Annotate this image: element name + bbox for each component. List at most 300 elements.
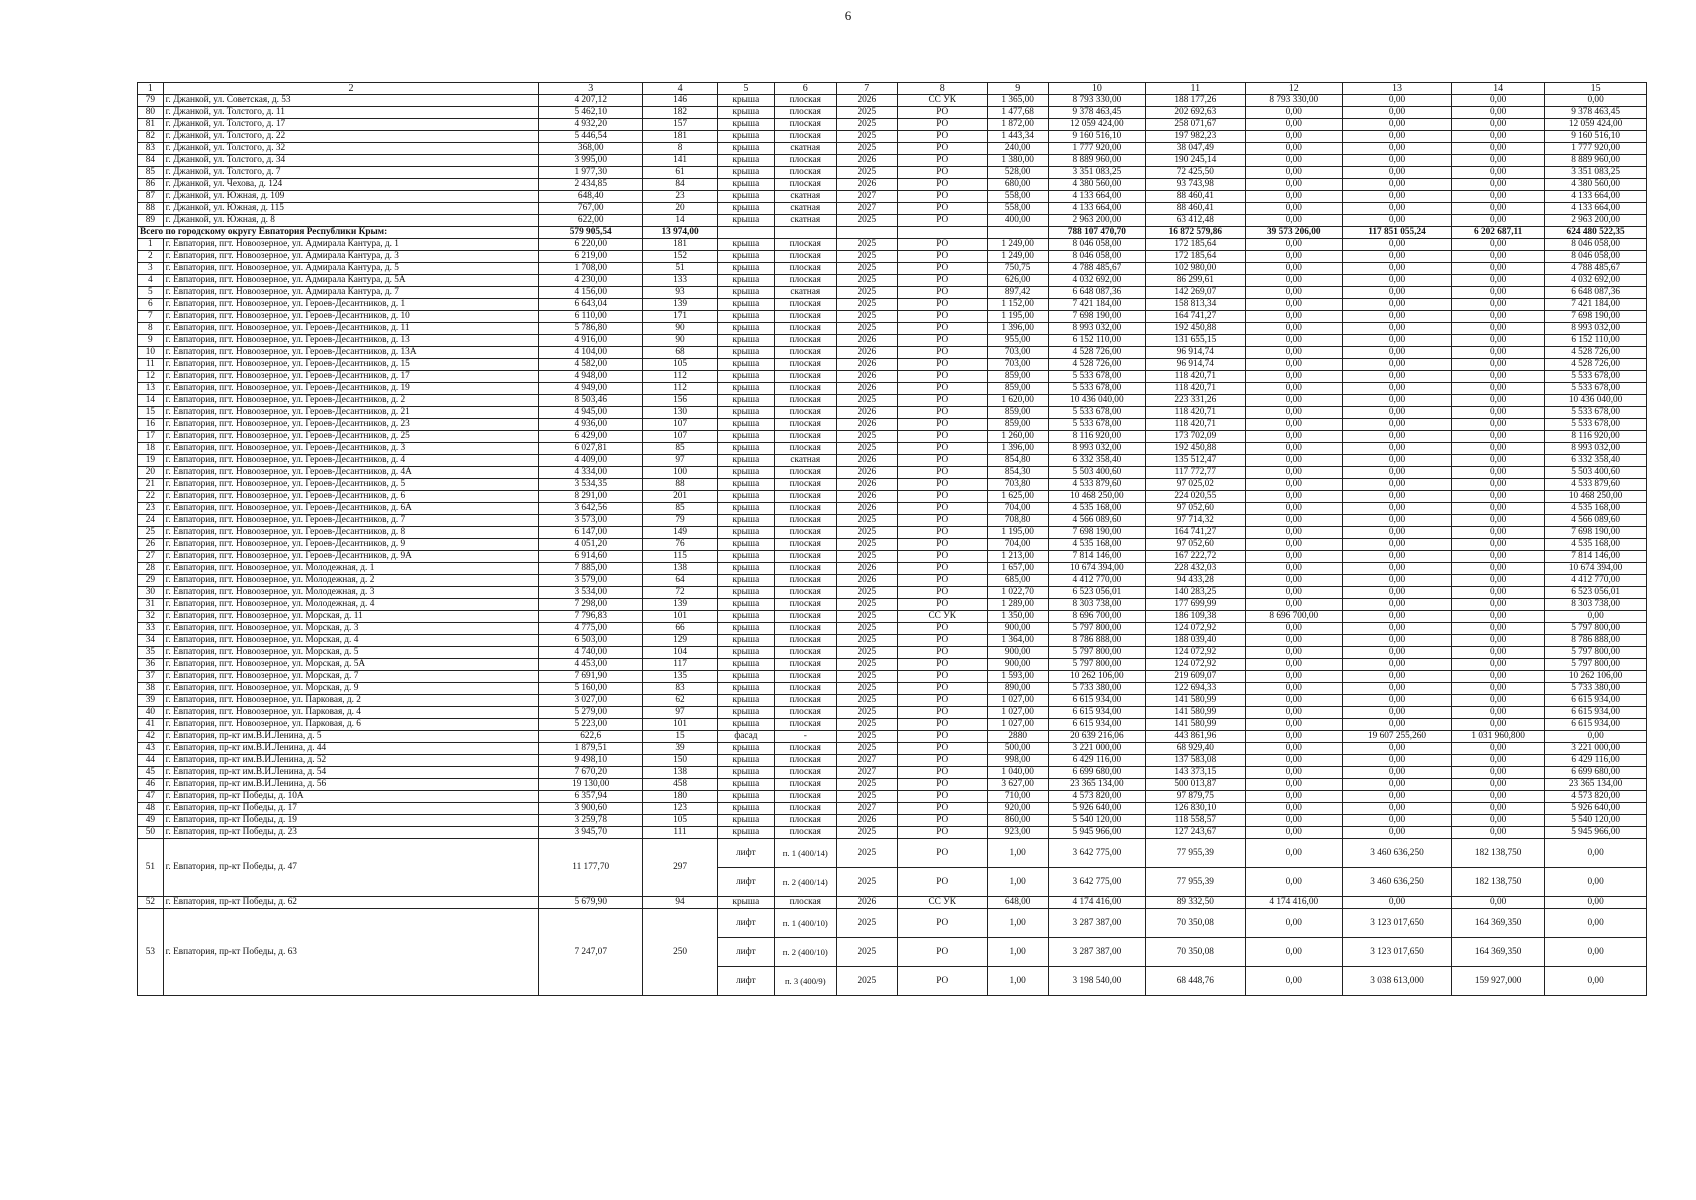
table-cell: скатная bbox=[774, 215, 836, 227]
table-cell: 2025 bbox=[836, 719, 897, 731]
table-cell: г. Евпатория, пр-кт им.В.И.Ленина, д. 5 bbox=[163, 731, 539, 743]
table-cell: РО bbox=[897, 938, 987, 967]
table-cell: 4 528 726,00 bbox=[1048, 359, 1145, 371]
table-cell: 0,00 bbox=[1342, 251, 1451, 263]
table-cell: 2026 bbox=[836, 347, 897, 359]
table-cell: 157 bbox=[643, 119, 718, 131]
table-cell: 0,00 bbox=[1342, 683, 1451, 695]
table-cell: плоская bbox=[774, 755, 836, 767]
table-cell: 0,00 bbox=[1245, 909, 1342, 938]
table-cell: 6 615 934,00 bbox=[1048, 707, 1145, 719]
table-cell: плоская bbox=[774, 575, 836, 587]
table-cell: 131 655,15 bbox=[1146, 335, 1246, 347]
table-cell: РО bbox=[897, 251, 987, 263]
table-cell: 3 534,00 bbox=[539, 587, 643, 599]
table-cell: 31 bbox=[138, 599, 164, 611]
table-cell: 0,00 bbox=[1245, 599, 1342, 611]
table-cell: 97 025,02 bbox=[1146, 479, 1246, 491]
table-cell: 0,00 bbox=[1342, 897, 1451, 909]
table-cell: г. Евпатория, пгт. Новоозерное, ул. Героев-Десантников, д. 13 bbox=[163, 335, 539, 347]
column-header: 2 bbox=[163, 83, 539, 95]
table-cell: плоская bbox=[774, 719, 836, 731]
table-cell: 2 bbox=[138, 251, 164, 263]
table-cell: 4 948,00 bbox=[539, 371, 643, 383]
table-cell: 5 533 678,00 bbox=[1545, 407, 1647, 419]
table-cell: 6 643,04 bbox=[539, 299, 643, 311]
table-cell: 164 741,27 bbox=[1146, 527, 1246, 539]
table-cell: г. Евпатория, пр-кт им.В.И.Ленина, д. 54 bbox=[163, 767, 539, 779]
table-cell: крыша bbox=[718, 683, 775, 695]
table-cell: 0,00 bbox=[1245, 443, 1342, 455]
table-cell: 0,00 bbox=[1342, 179, 1451, 191]
table-cell: 46 bbox=[138, 779, 164, 791]
table-cell: 34 bbox=[138, 635, 164, 647]
table-cell: крыша bbox=[718, 575, 775, 587]
table-cell: 0,00 bbox=[1342, 791, 1451, 803]
table-row bbox=[138, 335, 1647, 347]
table-cell: 2880 bbox=[987, 731, 1048, 743]
table-cell: лифт bbox=[718, 909, 775, 938]
table-cell: 0,00 bbox=[1452, 215, 1545, 227]
table-cell: 0,00 bbox=[1342, 647, 1451, 659]
table-cell: 920,00 bbox=[987, 803, 1048, 815]
table-cell: 6 914,60 bbox=[539, 551, 643, 563]
table-cell: крыша bbox=[718, 119, 775, 131]
table-cell: 38 047,49 bbox=[1146, 143, 1246, 155]
table-cell: плоская bbox=[774, 395, 836, 407]
table-cell: скатная bbox=[774, 191, 836, 203]
table-cell: лифт bbox=[718, 938, 775, 967]
table-cell: крыша bbox=[718, 407, 775, 419]
column-header: 13 bbox=[1342, 83, 1451, 95]
table-cell: 2025 bbox=[836, 743, 897, 755]
table-cell: 1 022,70 bbox=[987, 587, 1048, 599]
table-cell: 6 648 087,36 bbox=[1545, 287, 1647, 299]
table-cell: 3 bbox=[138, 263, 164, 275]
table-cell: г. Евпатория, пгт. Новоозерное, ул. Морская, д. 11 bbox=[163, 611, 539, 623]
table-cell: - bbox=[774, 731, 836, 743]
table-cell: плоская bbox=[774, 611, 836, 623]
table-cell: 188 177,26 bbox=[1146, 95, 1246, 107]
column-header: 12 bbox=[1245, 83, 1342, 95]
table-cell: 2026 bbox=[836, 897, 897, 909]
table-cell: крыша bbox=[718, 215, 775, 227]
table-cell: 8 303 738,00 bbox=[1545, 599, 1647, 611]
table-row bbox=[138, 119, 1647, 131]
table-cell: г. Евпатория, пгт. Новоозерное, ул. Героев-Десантников, д. 15 bbox=[163, 359, 539, 371]
table-cell: 0,00 bbox=[1452, 515, 1545, 527]
table-cell: 4 409,00 bbox=[539, 455, 643, 467]
table-cell: 4 133 664,00 bbox=[1545, 203, 1647, 215]
table-cell: 5 926 640,00 bbox=[1048, 803, 1145, 815]
table-cell: РО bbox=[897, 107, 987, 119]
table-cell: 141 580,99 bbox=[1146, 707, 1246, 719]
table-cell: 5 bbox=[138, 287, 164, 299]
table-row bbox=[138, 371, 1647, 383]
table-cell: 12 bbox=[138, 371, 164, 383]
table-cell: г. Евпатория, пгт. Новоозерное, ул. Героев-Десантников, д. 5 bbox=[163, 479, 539, 491]
table-cell: 5 733 380,00 bbox=[1545, 683, 1647, 695]
table-cell: 93 743,98 bbox=[1146, 179, 1246, 191]
table-cell: 2025 bbox=[836, 239, 897, 251]
table-cell: плоская bbox=[774, 635, 836, 647]
table-cell: СС УК bbox=[897, 611, 987, 623]
table-cell: 1 152,00 bbox=[987, 299, 1048, 311]
table-cell: 3 460 636,250 bbox=[1342, 868, 1451, 897]
table-row bbox=[138, 275, 1647, 287]
table-cell: 854,80 bbox=[987, 455, 1048, 467]
table-cell: 61 bbox=[643, 167, 718, 179]
table-cell: 2025 bbox=[836, 215, 897, 227]
table-cell: 0,00 bbox=[1245, 868, 1342, 897]
table-cell: 102 980,00 bbox=[1146, 263, 1246, 275]
table-cell: 0,00 bbox=[1342, 467, 1451, 479]
table-cell: 0,00 bbox=[1342, 215, 1451, 227]
table-cell: крыша bbox=[718, 299, 775, 311]
table-cell: 5 462,10 bbox=[539, 107, 643, 119]
table-cell: 188 039,40 bbox=[1146, 635, 1246, 647]
table-cell: 186 109,38 bbox=[1146, 611, 1246, 623]
table-cell: г. Евпатория, пгт. Новоозерное, ул. Героев-Десантников, д. 8 bbox=[163, 527, 539, 539]
table-cell: 5 533 678,00 bbox=[1545, 419, 1647, 431]
table-row bbox=[138, 347, 1647, 359]
table-cell: 0,00 bbox=[1245, 371, 1342, 383]
table-cell: 112 bbox=[643, 383, 718, 395]
table-cell: 0,00 bbox=[1452, 131, 1545, 143]
table-row bbox=[138, 191, 1647, 203]
table-cell: 2026 bbox=[836, 179, 897, 191]
table-cell: РО bbox=[897, 527, 987, 539]
table-cell: 0,00 bbox=[1452, 767, 1545, 779]
table-cell: 5 797 800,00 bbox=[1545, 659, 1647, 671]
table-cell: 123 bbox=[643, 803, 718, 815]
table-cell: 6 615 934,00 bbox=[1545, 695, 1647, 707]
table-cell: 0,00 bbox=[1452, 467, 1545, 479]
table-row bbox=[138, 743, 1647, 755]
table-cell: 6 332 358,40 bbox=[1545, 455, 1647, 467]
table-cell: 0,00 bbox=[1245, 491, 1342, 503]
table-cell: 0,00 bbox=[1342, 695, 1451, 707]
table-cell: 88 bbox=[138, 203, 164, 215]
table-cell: 0,00 bbox=[1245, 467, 1342, 479]
table-cell: 4 533 879,60 bbox=[1545, 479, 1647, 491]
table-cell: 82 bbox=[138, 131, 164, 143]
table-cell: 0,00 bbox=[1545, 611, 1647, 623]
table-cell: 0,00 bbox=[1452, 251, 1545, 263]
table-row bbox=[138, 383, 1647, 395]
table-cell: 0,00 bbox=[1342, 611, 1451, 623]
table-cell: 6 bbox=[138, 299, 164, 311]
table-cell: 2025 bbox=[836, 107, 897, 119]
table-cell: 680,00 bbox=[987, 179, 1048, 191]
table-cell: 0,00 bbox=[1452, 647, 1545, 659]
table-cell: крыша bbox=[718, 503, 775, 515]
table-cell: РО bbox=[897, 755, 987, 767]
table-cell: 3 945,70 bbox=[539, 827, 643, 839]
table-cell: крыша bbox=[718, 131, 775, 143]
table-cell: плоская bbox=[774, 383, 836, 395]
table-cell: 1 249,00 bbox=[987, 251, 1048, 263]
table-cell: 2026 bbox=[836, 371, 897, 383]
table-cell: 0,00 bbox=[1342, 707, 1451, 719]
table-cell: 0,00 bbox=[1245, 695, 1342, 707]
table-cell: 118 420,71 bbox=[1146, 371, 1246, 383]
table-cell: 1 380,00 bbox=[987, 155, 1048, 167]
table-cell: 3 259,78 bbox=[539, 815, 643, 827]
table-row bbox=[138, 491, 1647, 503]
table-cell: 0,00 bbox=[1245, 359, 1342, 371]
capital-repair-table bbox=[137, 82, 1647, 996]
table-cell: 4 528 726,00 bbox=[1545, 347, 1647, 359]
table-cell: 2027 bbox=[836, 767, 897, 779]
table-cell: 2026 bbox=[836, 479, 897, 491]
table-cell: РО bbox=[897, 743, 987, 755]
table-cell: 5 679,90 bbox=[539, 897, 643, 909]
table-cell: плоская bbox=[774, 239, 836, 251]
table-cell: 52 bbox=[138, 897, 164, 909]
table-cell: 8 993 032,00 bbox=[1048, 323, 1145, 335]
table-row bbox=[138, 419, 1647, 431]
table-cell: г. Джанкой, ул. Южная, д. 115 bbox=[163, 203, 539, 215]
table-cell: 0,00 bbox=[1245, 179, 1342, 191]
table-cell: 2025 bbox=[836, 659, 897, 671]
table-cell: 182 bbox=[643, 107, 718, 119]
table-cell: 112 bbox=[643, 371, 718, 383]
table-cell: 8 116 920,00 bbox=[1545, 431, 1647, 443]
table-cell: 626,00 bbox=[987, 275, 1048, 287]
table-cell: РО bbox=[897, 779, 987, 791]
table-cell: 10 674 394,00 bbox=[1048, 563, 1145, 575]
table-cell: крыша bbox=[718, 455, 775, 467]
table-cell: РО bbox=[897, 383, 987, 395]
table-cell: 97 714,32 bbox=[1146, 515, 1246, 527]
table-cell: п. 2 (400/14) bbox=[774, 868, 836, 897]
table-cell: 0,00 bbox=[1245, 167, 1342, 179]
table-cell: 124 072,92 bbox=[1146, 647, 1246, 659]
table-cell: 2027 bbox=[836, 803, 897, 815]
table-cell: 8 116 920,00 bbox=[1048, 431, 1145, 443]
table-cell: 0,00 bbox=[1452, 527, 1545, 539]
table-cell: РО bbox=[897, 731, 987, 743]
table-cell: 28 bbox=[138, 563, 164, 575]
table-cell: плоская bbox=[774, 707, 836, 719]
table-cell: 19 607 255,260 bbox=[1342, 731, 1451, 743]
table-row bbox=[138, 897, 1647, 909]
table-cell: 3 198 540,00 bbox=[1048, 967, 1145, 996]
table-cell: крыша bbox=[718, 623, 775, 635]
table-cell: 27 bbox=[138, 551, 164, 563]
table-cell: 0,00 bbox=[1245, 155, 1342, 167]
table-cell: 0,00 bbox=[1245, 731, 1342, 743]
table-cell: 2025 bbox=[836, 868, 897, 897]
table-cell: крыша bbox=[718, 815, 775, 827]
table-cell: 6 152 110,00 bbox=[1545, 335, 1647, 347]
table-cell: РО bbox=[897, 659, 987, 671]
table-cell: 854,30 bbox=[987, 467, 1048, 479]
table-cell: крыша bbox=[718, 527, 775, 539]
table-cell: 8 291,00 bbox=[539, 491, 643, 503]
table-header-row bbox=[138, 83, 1647, 95]
table-cell: 0,00 bbox=[1342, 527, 1451, 539]
table-cell: 104 bbox=[643, 647, 718, 659]
table-cell: 39 bbox=[643, 743, 718, 755]
table-cell: 0,00 bbox=[1245, 455, 1342, 467]
table-row bbox=[138, 587, 1647, 599]
table-cell: г. Джанкой, ул. Толстого, д. 7 bbox=[163, 167, 539, 179]
table-cell: плоская bbox=[774, 347, 836, 359]
table-cell: 4 bbox=[138, 275, 164, 287]
table-cell: РО bbox=[897, 143, 987, 155]
table-cell: 0,00 bbox=[1245, 515, 1342, 527]
table-cell: 3 123 017,650 bbox=[1342, 938, 1451, 967]
table-cell: 2025 bbox=[836, 827, 897, 839]
table-cell: 2026 bbox=[836, 95, 897, 107]
table-cell: 146 bbox=[643, 95, 718, 107]
table-cell: 6 219,00 bbox=[539, 251, 643, 263]
table-cell: РО bbox=[897, 395, 987, 407]
table-cell: 5 279,00 bbox=[539, 707, 643, 719]
table-cell: 89 bbox=[138, 215, 164, 227]
table-cell: 3 287 387,00 bbox=[1048, 909, 1145, 938]
table-cell: 6 503,00 bbox=[539, 635, 643, 647]
table-cell: крыша bbox=[718, 107, 775, 119]
table-cell: 0,00 bbox=[1342, 131, 1451, 143]
table-cell: 1 777 920,00 bbox=[1048, 143, 1145, 155]
table-cell: 0,00 bbox=[1342, 371, 1451, 383]
table-cell: 76 bbox=[643, 539, 718, 551]
table-cell: 40 bbox=[138, 707, 164, 719]
table-cell: 703,00 bbox=[987, 359, 1048, 371]
table-cell: 0,00 bbox=[1245, 215, 1342, 227]
table-cell: 8 993 032,00 bbox=[1545, 443, 1647, 455]
table-cell: 0,00 bbox=[1245, 563, 1342, 575]
table-cell: 2025 bbox=[836, 431, 897, 443]
table-cell: 93 bbox=[643, 287, 718, 299]
table-cell: 5 533 678,00 bbox=[1048, 371, 1145, 383]
table-cell: 8 889 960,00 bbox=[1545, 155, 1647, 167]
table-cell: г. Евпатория, пгт. Новоозерное, ул. Героев-Десантников, д. 17 bbox=[163, 371, 539, 383]
table-cell: г. Джанкой, ул. Чехова, д. 124 bbox=[163, 179, 539, 191]
table-cell: п. 1 (400/14) bbox=[774, 839, 836, 868]
column-header: 11 bbox=[1146, 83, 1246, 95]
table-cell: 0,00 bbox=[1342, 191, 1451, 203]
table-cell: 173 702,09 bbox=[1146, 431, 1246, 443]
page-number: 6 bbox=[844, 8, 852, 23]
table-cell: 0,00 bbox=[1245, 719, 1342, 731]
table-cell: РО bbox=[897, 431, 987, 443]
table-cell: 10 436 040,00 bbox=[1545, 395, 1647, 407]
table-cell: 48 bbox=[138, 803, 164, 815]
table-cell: РО bbox=[897, 335, 987, 347]
table-cell: 7 698 190,00 bbox=[1545, 311, 1647, 323]
table-cell: 94 bbox=[643, 897, 718, 909]
table-cell: крыша bbox=[718, 897, 775, 909]
table-cell: 788 107 470,70 bbox=[1048, 227, 1145, 239]
table-cell: 1 593,00 bbox=[987, 671, 1048, 683]
table-cell: 4 582,00 bbox=[539, 359, 643, 371]
table-cell: 47 bbox=[138, 791, 164, 803]
table-cell: 2025 bbox=[836, 443, 897, 455]
table-cell: 33 bbox=[138, 623, 164, 635]
table-cell: 0,00 bbox=[1452, 779, 1545, 791]
table-cell: 68 bbox=[643, 347, 718, 359]
table-cell: 0,00 bbox=[1245, 311, 1342, 323]
table-row bbox=[138, 263, 1647, 275]
table-cell: г. Евпатория, пр-кт Победы, д. 62 bbox=[163, 897, 539, 909]
table-cell: крыша bbox=[718, 431, 775, 443]
table-cell: 94 433,28 bbox=[1146, 575, 1246, 587]
table-cell: 890,00 bbox=[987, 683, 1048, 695]
table-cell: 0,00 bbox=[1452, 683, 1545, 695]
table-cell: крыша bbox=[718, 467, 775, 479]
table-cell: 5 533 678,00 bbox=[1048, 383, 1145, 395]
table-cell: 84 bbox=[138, 155, 164, 167]
table-cell: 1 213,00 bbox=[987, 551, 1048, 563]
table-cell: 85 bbox=[138, 167, 164, 179]
table-cell: крыша bbox=[718, 647, 775, 659]
table-cell: плоская bbox=[774, 467, 836, 479]
table-cell: 2025 bbox=[836, 791, 897, 803]
table-row bbox=[138, 755, 1647, 767]
table-cell: плоская bbox=[774, 275, 836, 287]
table-cell: скатная bbox=[774, 203, 836, 215]
table-cell: 118 420,71 bbox=[1146, 407, 1246, 419]
table-cell: 141 580,99 bbox=[1146, 719, 1246, 731]
table-cell: 42 bbox=[138, 731, 164, 743]
table-cell: 0,00 bbox=[1452, 803, 1545, 815]
table-cell: плоская bbox=[774, 515, 836, 527]
table-cell: 8 696 700,00 bbox=[1048, 611, 1145, 623]
table-cell: 897,42 bbox=[987, 287, 1048, 299]
table-cell: 0,00 bbox=[1245, 503, 1342, 515]
table-row bbox=[138, 647, 1647, 659]
table-cell: РО bbox=[897, 827, 987, 839]
table-cell: 3 642 775,00 bbox=[1048, 839, 1145, 868]
table-cell: 21 bbox=[138, 479, 164, 491]
table-cell: 0,00 bbox=[1452, 587, 1545, 599]
table-cell: г. Евпатория, пр-кт Победы, д. 10А bbox=[163, 791, 539, 803]
table-cell: 0,00 bbox=[1245, 839, 1342, 868]
table-row bbox=[138, 827, 1647, 839]
table-cell: 111 bbox=[643, 827, 718, 839]
table-cell: 87 bbox=[138, 191, 164, 203]
table-cell: 2026 bbox=[836, 419, 897, 431]
table-cell: плоская bbox=[774, 897, 836, 909]
table-cell: г. Евпатория, пгт. Новоозерное, ул. Адмирала Кантура, д. 7 bbox=[163, 287, 539, 299]
table-cell: плоская bbox=[774, 743, 836, 755]
table-cell: 9 378 463,45 bbox=[1545, 107, 1647, 119]
table-row bbox=[138, 95, 1647, 107]
table-cell: 24 bbox=[138, 515, 164, 527]
table-cell: 182 138,750 bbox=[1452, 868, 1545, 897]
table-cell: плоская bbox=[774, 443, 836, 455]
table-cell: крыша bbox=[718, 767, 775, 779]
table-cell: 6 152 110,00 bbox=[1048, 335, 1145, 347]
table-cell: 4 412 770,00 bbox=[1048, 575, 1145, 587]
table-cell: плоская bbox=[774, 599, 836, 611]
table-cell: г. Евпатория, пгт. Новоозерное, ул. Морская, д. 9 bbox=[163, 683, 539, 695]
table-cell: 0,00 bbox=[1342, 623, 1451, 635]
table-cell: 23 365 134,00 bbox=[1048, 779, 1145, 791]
table-row bbox=[138, 551, 1647, 563]
table-cell: 4 051,20 bbox=[539, 539, 643, 551]
table-cell: 0,00 bbox=[1452, 371, 1545, 383]
table-cell: 2025 bbox=[836, 275, 897, 287]
table-cell: 70 350,08 bbox=[1146, 938, 1246, 967]
table-cell: 6 429,00 bbox=[539, 431, 643, 443]
table-cell: 2025 bbox=[836, 707, 897, 719]
table-cell: 0,00 bbox=[1245, 938, 1342, 967]
